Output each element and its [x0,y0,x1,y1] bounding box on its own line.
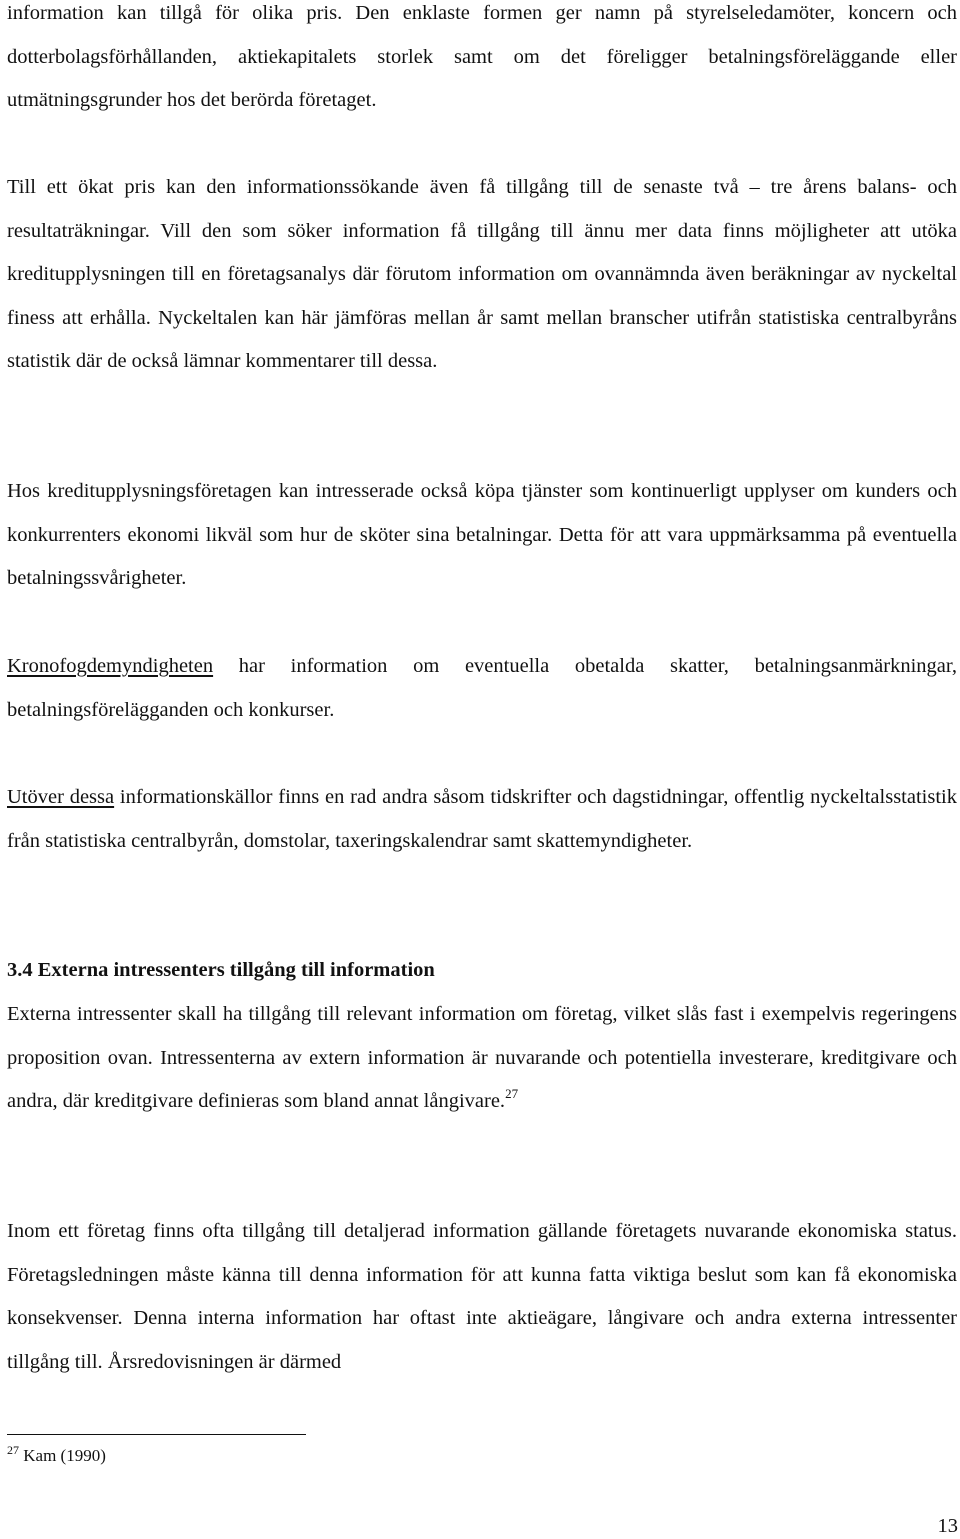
paragraph-other-sources [7,776,957,863]
page-number: 13 [937,1515,958,1537]
underlined-term-kronofogdemyndigheten: Kronofogdemyndigheten [7,655,214,677]
paragraph-external-stakeholders [7,993,957,1124]
underlined-term-utover-dessa: Utöver dessa [7,786,115,808]
paragraph-kronofogden-text: har information om eventuella obetalda skatter, betalningsanmärkningar, betalningsförelägganden och konkurser. [7,655,957,721]
footnote [7,1444,106,1468]
paragraph-monitoring-services: Hos kreditupplysningsföretagen kan intresserade också köpa tjänster som kontinuerligt upplyser om kunders och konkurrenters ekonomi likväl som hur de sköter sina betalningar. Detta för att vara uppmärksamma på eventuella betalningssvårigheter. [7,480,957,589]
paragraph-credit-info-pricing: information kan tillgå för olika pris. Den enklaste formen ger namn på styrelseledamöter, koncern och dotterbolagsförhållanden, aktiekapitalets storlek samt om det föreligger betalningsföreläggande eller utmätningsgrunder hos det berörda företaget. [7,2,957,111]
paragraph-external-stakeholders-text: Externa intressenter skall ha tillgång till relevant information om företag, vilket slås fast i exempelvis regeringens proposition ovan. Intressenterna av extern information är nuvarande och potentiella investerare, kreditgivare och andra, där kreditgivare definieras som bland annat långivare. [7,1003,957,1112]
paragraph-extended-analysis: Till ett ökat pris kan den informationssökande även få tillgång till de senaste två – tre årens balans- och resultaträkningar. Vill den som söker information få tillgång till ännu mer data finns möjligheter att utöka kreditupplysningen till en företagsanalys där förutom information om ovannämnda även beräkningar av nyckeltal finess att erhålla. Nyckeltalen kan här jämföras mellan år samt mellan branscher utifrån statistiska centralbyråns statistik där de också lämnar kommentarer till dessa. [7,176,957,372]
footnote-separator [7,1434,306,1435]
footnote-reference[interactable]: 27 [505,1086,519,1101]
footnote-number: 27 [7,1443,19,1457]
footnote-text: Kam (1990) [19,1446,106,1465]
section-heading: 3.4 Externa intressenters tillgång till information [7,959,435,981]
paragraph-other-sources-text: informationskällor finns en rad andra såsom tidskrifter och dagstidningar, offentlig nyckeltalsstatistik från statistiska centralbyrån, domstolar, taxeringskalendrar samt skattemyndigheter. [7,786,957,852]
paragraph-kronofogden [7,645,957,732]
paragraph-internal-information: Inom ett företag finns ofta tillgång till detaljerad information gällande företagets nuvarande ekonomiska status. Företagsledningen måste känna till denna information för att kunna fatta viktiga beslut som kan få ekonomiska konsekvenser. Denna interna information har oftast inte aktieägare, långivare och andra externa intressenter tillgång till. Årsredovisningen är därmed [7,1220,957,1373]
